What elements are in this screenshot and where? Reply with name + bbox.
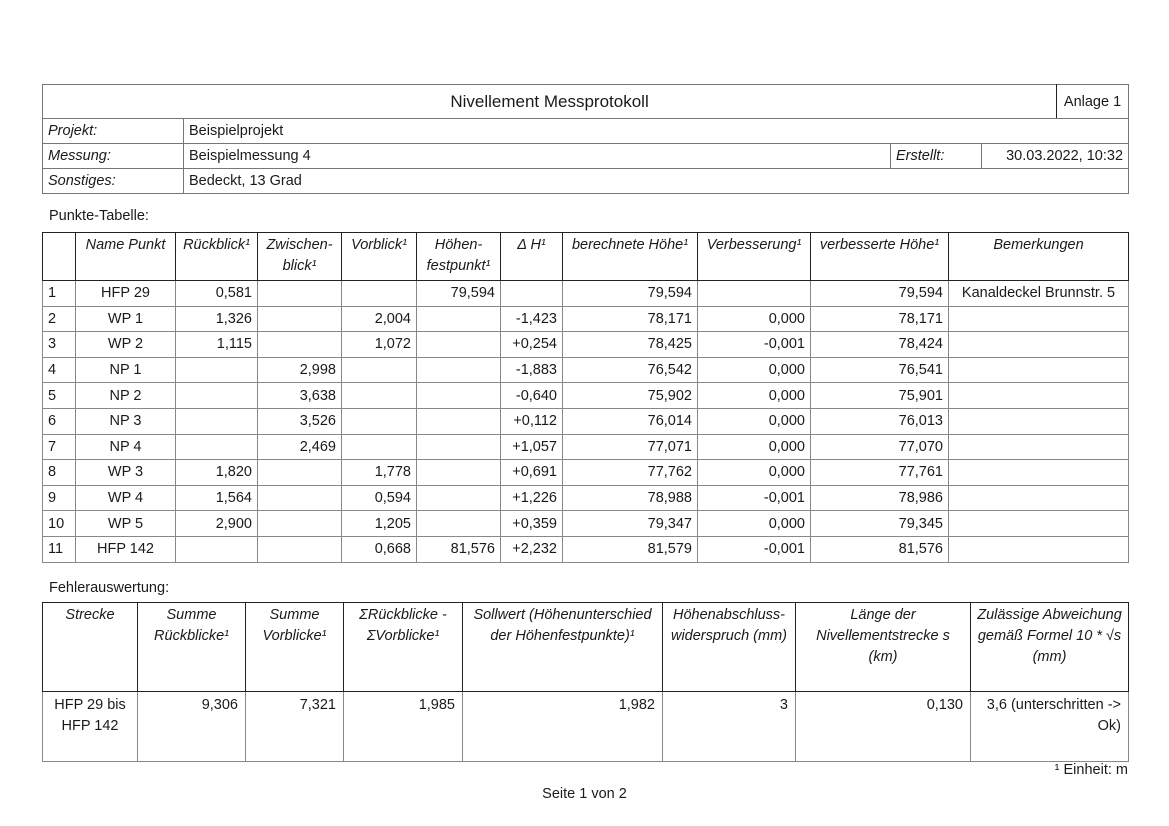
points-cell	[949, 434, 1129, 460]
points-cell: -0,640	[501, 383, 563, 409]
points-cell: 8	[43, 460, 76, 486]
points-cell	[258, 536, 342, 562]
points-cell: 0,000	[698, 408, 811, 434]
points-header-2: Rückblick¹	[176, 233, 258, 281]
points-cell: 76,541	[811, 357, 949, 383]
table-row	[43, 536, 1129, 562]
points-cell: 76,013	[811, 408, 949, 434]
points-cell: 3,638	[258, 383, 342, 409]
table-row	[43, 434, 1129, 460]
errors-header-2: Summe Vorblicke¹	[246, 603, 344, 692]
anlage-label: Anlage 1	[1057, 85, 1129, 119]
errors-header-4: Sollwert (Höhenunterschied der Höhenfestpunkte)¹	[463, 603, 663, 692]
points-cell: +1,226	[501, 485, 563, 511]
points-cell: 1,564	[176, 485, 258, 511]
points-cell: 78,171	[811, 306, 949, 332]
points-cell: 0,668	[342, 536, 417, 562]
points-cell	[176, 357, 258, 383]
points-cell: -0,001	[698, 536, 811, 562]
points-header-4: Vorblick¹	[342, 233, 417, 281]
points-cell: 11	[43, 536, 76, 562]
points-cell: +1,057	[501, 434, 563, 460]
points-cell: -0,001	[698, 332, 811, 358]
points-cell: WP 5	[76, 511, 176, 537]
table-row	[43, 383, 1129, 409]
points-cell: 5	[43, 383, 76, 409]
points-cell: NP 2	[76, 383, 176, 409]
points-cell: 0,581	[176, 281, 258, 307]
errors-header-1: Summe Rückblicke¹	[138, 603, 246, 692]
points-cell	[501, 281, 563, 307]
points-cell: +0,691	[501, 460, 563, 486]
errors-header-6: Länge der Nivellementstrecke s (km)	[796, 603, 971, 692]
points-cell: 0,000	[698, 383, 811, 409]
points-cell: 81,576	[811, 536, 949, 562]
points-cell	[417, 485, 501, 511]
points-cell: 78,424	[811, 332, 949, 358]
points-cell	[949, 383, 1129, 409]
sonstiges-label: Sonstiges:	[43, 169, 184, 194]
erstellt-value: 30.03.2022, 10:32	[982, 144, 1129, 169]
points-cell	[258, 332, 342, 358]
points-cell	[949, 460, 1129, 486]
errors-header-7: Zulässige Abweichung gemäß Formel 10 * √s (mm)	[971, 603, 1129, 692]
sonstiges-value: Bedeckt, 13 Grad	[184, 169, 1129, 194]
points-cell: 81,579	[563, 536, 698, 562]
points-cell: 0,594	[342, 485, 417, 511]
points-cell: 77,071	[563, 434, 698, 460]
points-cell	[176, 408, 258, 434]
points-cell	[342, 357, 417, 383]
table-row	[43, 511, 1129, 537]
points-cell: 2,998	[258, 357, 342, 383]
points-cell: 76,542	[563, 357, 698, 383]
points-cell	[417, 511, 501, 537]
table-row	[43, 281, 1129, 307]
projekt-value: Beispielprojekt	[184, 119, 1129, 144]
points-cell: WP 1	[76, 306, 176, 332]
errors-cell: HFP 29 bis HFP 142	[43, 692, 138, 762]
points-cell: 2,004	[342, 306, 417, 332]
header-table	[42, 84, 1129, 194]
points-cell: NP 1	[76, 357, 176, 383]
table-row	[43, 332, 1129, 358]
points-cell: NP 3	[76, 408, 176, 434]
points-cell	[258, 485, 342, 511]
footnote: ¹ Einheit: m	[1054, 762, 1128, 778]
points-cell: 77,761	[811, 460, 949, 486]
points-cell: 3,526	[258, 408, 342, 434]
points-header-3: Zwischen-blick¹	[258, 233, 342, 281]
page-number: Seite 1 von 2	[542, 786, 627, 802]
points-cell: 2	[43, 306, 76, 332]
points-cell	[176, 383, 258, 409]
points-table	[42, 232, 1129, 563]
points-cell: 79,347	[563, 511, 698, 537]
points-header-7: berechnete Höhe¹	[563, 233, 698, 281]
points-cell	[417, 332, 501, 358]
errors-header-0: Strecke	[43, 603, 138, 692]
points-cell	[949, 357, 1129, 383]
points-cell: 78,425	[563, 332, 698, 358]
errors-cell: 3	[663, 692, 796, 762]
points-header-1: Name Punkt	[76, 233, 176, 281]
points-cell: 81,576	[417, 536, 501, 562]
errors-table	[42, 602, 1129, 762]
points-cell: -1,883	[501, 357, 563, 383]
points-cell: 0,000	[698, 357, 811, 383]
points-cell: +0,254	[501, 332, 563, 358]
points-cell: +2,232	[501, 536, 563, 562]
points-cell: 1,072	[342, 332, 417, 358]
points-cell	[698, 281, 811, 307]
points-cell	[258, 306, 342, 332]
points-cell: 79,594	[811, 281, 949, 307]
points-cell: 3	[43, 332, 76, 358]
projekt-label: Projekt:	[43, 119, 184, 144]
points-cell: 79,594	[563, 281, 698, 307]
points-cell: 1,205	[342, 511, 417, 537]
points-header-10: Bemerkungen	[949, 233, 1129, 281]
errors-caption: Fehlerauswertung:	[49, 580, 170, 596]
points-caption: Punkte-Tabelle:	[49, 208, 149, 224]
points-cell	[342, 383, 417, 409]
points-cell: +0,359	[501, 511, 563, 537]
points-header-0	[43, 233, 76, 281]
points-cell	[258, 281, 342, 307]
points-cell	[342, 408, 417, 434]
points-cell: 4	[43, 357, 76, 383]
points-cell: 78,171	[563, 306, 698, 332]
points-cell: WP 4	[76, 485, 176, 511]
points-cell	[949, 408, 1129, 434]
points-cell: 1,326	[176, 306, 258, 332]
points-cell	[258, 511, 342, 537]
points-header-5: Höhen-festpunkt¹	[417, 233, 501, 281]
points-header-6: Δ H¹	[501, 233, 563, 281]
points-cell: 1	[43, 281, 76, 307]
points-cell: 76,014	[563, 408, 698, 434]
points-cell: 2,469	[258, 434, 342, 460]
table-row	[43, 408, 1129, 434]
points-header-9: verbesserte Höhe¹	[811, 233, 949, 281]
errors-cell: 1,982	[463, 692, 663, 762]
points-cell	[176, 434, 258, 460]
points-header-8: Verbesserung¹	[698, 233, 811, 281]
points-cell	[417, 306, 501, 332]
table-row	[43, 357, 1129, 383]
points-cell	[949, 306, 1129, 332]
points-cell	[417, 383, 501, 409]
points-cell	[342, 434, 417, 460]
points-cell: 10	[43, 511, 76, 537]
points-cell	[949, 485, 1129, 511]
points-cell	[342, 281, 417, 307]
points-cell: 75,901	[811, 383, 949, 409]
points-cell: 78,988	[563, 485, 698, 511]
points-cell: WP 3	[76, 460, 176, 486]
table-row	[43, 485, 1129, 511]
errors-cell: 1,985	[344, 692, 463, 762]
table-row	[43, 306, 1129, 332]
points-cell: -1,423	[501, 306, 563, 332]
errors-header-3: ΣRückblicke - ΣVorblicke¹	[344, 603, 463, 692]
points-cell	[417, 434, 501, 460]
points-cell: +0,112	[501, 408, 563, 434]
messung-value: Beispielmessung 4	[184, 144, 891, 169]
points-cell	[417, 460, 501, 486]
points-cell: -0,001	[698, 485, 811, 511]
points-cell: 79,594	[417, 281, 501, 307]
points-cell: 0,000	[698, 434, 811, 460]
points-cell: NP 4	[76, 434, 176, 460]
points-cell: 77,762	[563, 460, 698, 486]
points-cell: 78,986	[811, 485, 949, 511]
points-cell: WP 2	[76, 332, 176, 358]
points-cell: 2,900	[176, 511, 258, 537]
points-cell	[258, 460, 342, 486]
points-cell: 79,345	[811, 511, 949, 537]
points-cell: 6	[43, 408, 76, 434]
points-cell: 1,778	[342, 460, 417, 486]
points-cell	[949, 332, 1129, 358]
points-cell: 0,000	[698, 511, 811, 537]
points-cell	[417, 357, 501, 383]
points-cell	[949, 536, 1129, 562]
points-cell: 9	[43, 485, 76, 511]
errors-header-5: Höhenabschluss-widerspruch (mm)	[663, 603, 796, 692]
erstellt-label: Erstellt:	[891, 144, 982, 169]
points-cell: Kanaldeckel Brunnstr. 5	[949, 281, 1129, 307]
errors-cell: 7,321	[246, 692, 344, 762]
points-cell: 7	[43, 434, 76, 460]
points-cell: 1,115	[176, 332, 258, 358]
messung-label: Messung:	[43, 144, 184, 169]
points-cell: HFP 29	[76, 281, 176, 307]
points-cell: HFP 142	[76, 536, 176, 562]
points-cell: 77,070	[811, 434, 949, 460]
errors-cell: 0,130	[796, 692, 971, 762]
points-cell	[417, 408, 501, 434]
points-cell: 0,000	[698, 306, 811, 332]
errors-cell: 9,306	[138, 692, 246, 762]
points-cell: 1,820	[176, 460, 258, 486]
points-cell: 75,902	[563, 383, 698, 409]
document-title: Nivellement Messprotokoll	[43, 85, 1057, 119]
points-cell: 0,000	[698, 460, 811, 486]
points-cell	[949, 511, 1129, 537]
errors-cell: 3,6 (unterschritten -> Ok)	[971, 692, 1129, 762]
points-cell	[176, 536, 258, 562]
table-row	[43, 460, 1129, 486]
